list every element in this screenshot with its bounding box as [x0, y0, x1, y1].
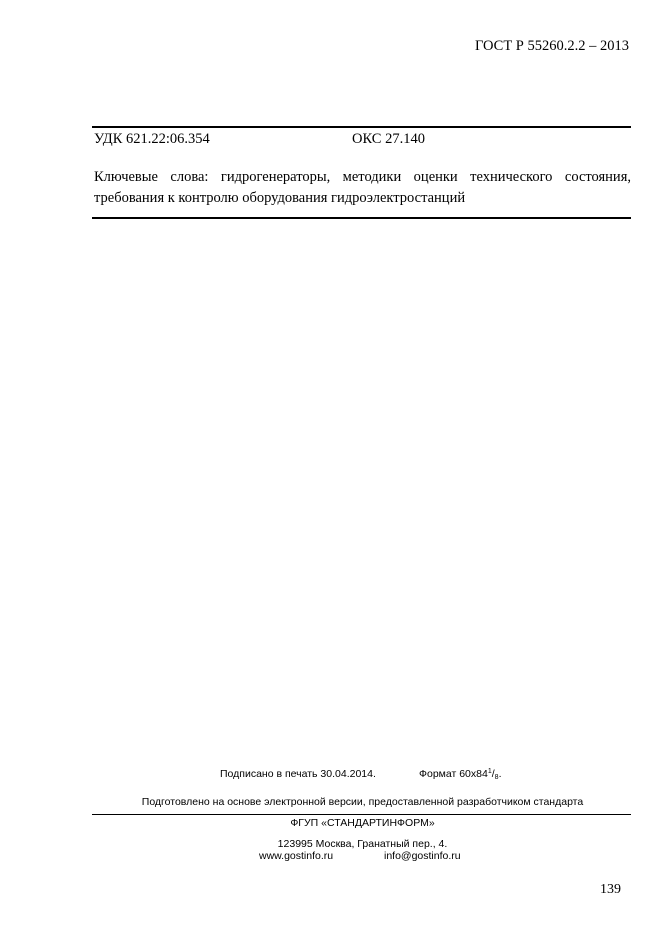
format-end: .: [498, 768, 502, 780]
udk-code: УДК 621.22:06.354: [94, 131, 210, 147]
paper-format-text: Формат $60x84^1/_8$.: [419, 768, 502, 781]
top-rule: [92, 126, 631, 128]
keywords-bottom-rule: [92, 217, 631, 219]
standard-number-header: ГОСТ Р 55260.2.2 – 2013: [474, 38, 629, 54]
publisher-email: info@gostinfo.ru: [384, 850, 461, 862]
oks-code: ОКС 27.140: [352, 131, 425, 147]
format-label: Формат 60x84: [419, 768, 488, 780]
imprint-rule: [92, 814, 631, 815]
keywords-paragraph: Ключевые слова: гидрогенераторы, методики оценки технического состояния, требования к контролю оборудования гидроэлектростанций: [94, 169, 631, 206]
publisher-name: ФГУП «СТАНДАРТИНФОРМ»: [290, 817, 435, 829]
prepared-note: Подготовлено на основе электронной версии, предоставленной разработчиком стандарта: [141, 796, 584, 808]
format-denominator: 8: [494, 774, 499, 781]
signed-to-print-text: Подписано в печать 30.04.2014.: [220, 768, 376, 780]
publisher-website: www.gostinfo.ru: [259, 850, 334, 862]
page-number: 139: [600, 882, 621, 897]
publisher-address: 123995 Москва, Гранатный пер., 4.: [277, 838, 448, 850]
format-numerator: 1: [487, 768, 492, 775]
